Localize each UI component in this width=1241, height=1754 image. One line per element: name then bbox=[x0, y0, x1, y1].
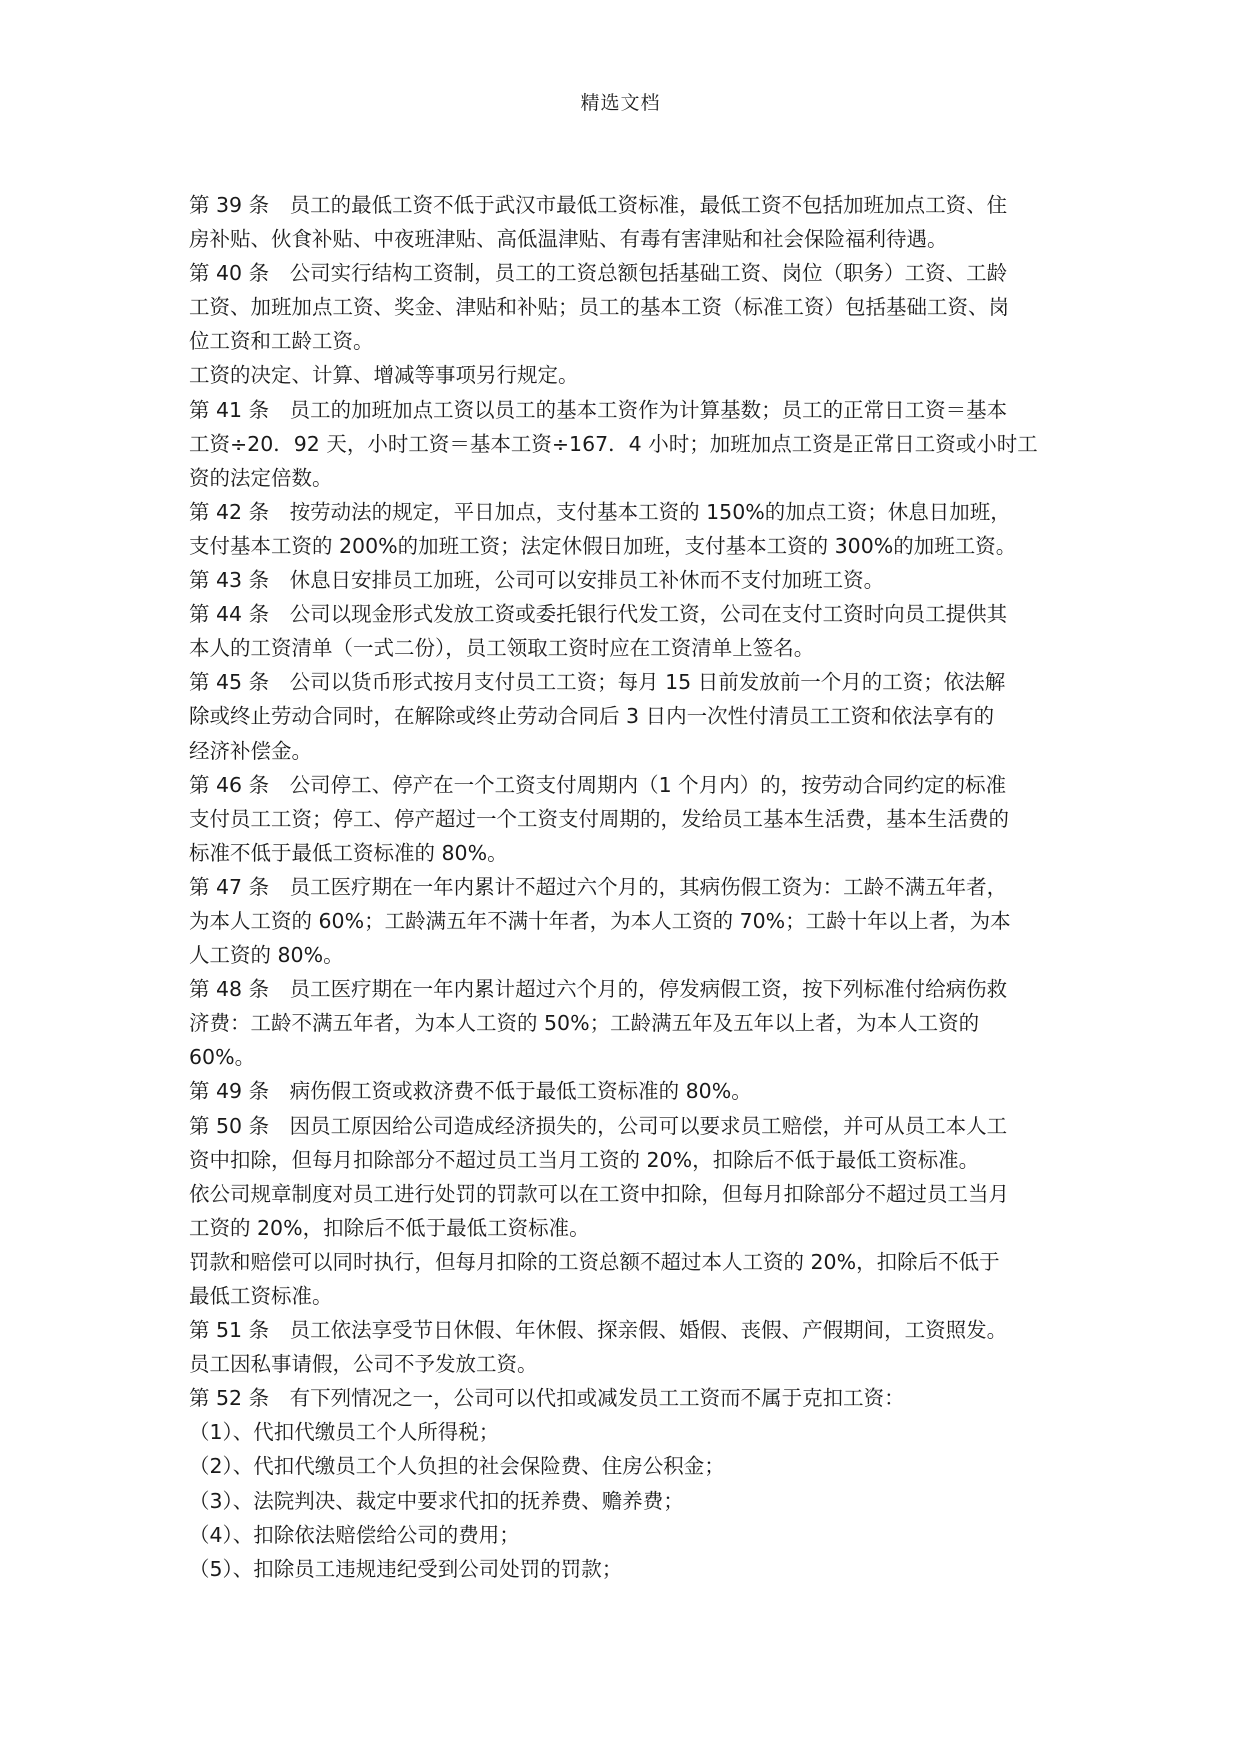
text-line: 第 47 条 员工医疗期在一年内累计不超过六个月的，其病伤假工资为：工龄不满五年者， bbox=[189, 874, 1008, 899]
page-header-title: 精选文档 bbox=[580, 92, 661, 114]
text-line: （2）、代扣代缴员工个人负担的社会保险费、住房公积金； bbox=[189, 1454, 725, 1479]
text-line: 第 45 条 公司以货币形式按月支付员工工资；每月 15 日前发放前一个月的工资；依法解 bbox=[189, 670, 1006, 695]
text-line: 支付员工工资；停工、停产超过一个工资支付周期的，发给员工基本生活费，基本生活费的 bbox=[189, 806, 1009, 831]
text-line: 第 52 条 有下列情况之一，公司可以代扣或减发员工工资而不属于克扣工资： bbox=[189, 1386, 905, 1411]
text-line: 第 50 条 因员工原因给公司造成经济损失的，公司可以要求员工赔偿，并可从员工本人工 bbox=[189, 1113, 1008, 1138]
text-line: 第 44 条 公司以现金形式发放工资或委托银行代发工资，公司在支付工资时向员工提供其 bbox=[189, 602, 1008, 627]
text-line: 标准不低于最低工资标准的 80%。 bbox=[189, 840, 508, 865]
text-line: 工资的 20%，扣除后不低于最低工资标准。 bbox=[189, 1215, 590, 1240]
text-line: 经济补偿金。 bbox=[189, 738, 312, 763]
text-line: 资的法定倍数。 bbox=[189, 465, 333, 490]
text-line: 资中扣除，但每月扣除部分不超过员工当月工资的 20%，扣除后不低于最低工资标准。 bbox=[189, 1147, 980, 1172]
text-line: 支付基本工资的 200%的加班工资；法定休假日加班，支付基本工资的 300%的加班工资。 bbox=[189, 533, 1017, 558]
text-line: 工资的决定、计算、增减等事项另行规定。 bbox=[189, 363, 579, 388]
text-line: 第 40 条 公司实行结构工资制，员工的工资总额包括基础工资、岗位（职务）工资、工龄 bbox=[189, 261, 1008, 286]
text-line: 为本人工资的 60%；工龄满五年不满十年者，为本人工资的 70%；工龄十年以上者，为本 bbox=[189, 908, 1011, 933]
text-line: 本人的工资清单（一式二份），员工领取工资时应在工资清单上签名。 bbox=[189, 636, 815, 661]
text-line: 依公司规章制度对员工进行处罚的罚款可以在工资中扣除，但每月扣除部分不超过员工当月 bbox=[189, 1181, 1009, 1206]
text-line: （1）、代扣代缴员工个人所得税； bbox=[189, 1420, 500, 1445]
text-line: 房补贴、伙食补贴、中夜班津贴、高低温津贴、有毒有害津贴和社会保险福利待遇。 bbox=[189, 227, 948, 252]
text-line: 最低工资标准。 bbox=[189, 1284, 333, 1308]
text-line: 第 42 条 按劳动法的规定，平日加点，支付基本工资的 150%的加点工资；休息日加班， bbox=[189, 499, 1011, 524]
text-line: 位工资和工龄工资。 bbox=[189, 329, 374, 354]
text-line: 济费：工龄不满五年者，为本人工资的 50%；工龄满五年及五年以上者，为本人工资的 bbox=[189, 1011, 980, 1036]
text-line: 罚款和赔偿可以同时执行，但每月扣除的工资总额不超过本人工资的 20%，扣除后不低于 bbox=[189, 1249, 1000, 1274]
text-line: 第 41 条 员工的加班加点工资以员工的基本工资作为计算基数；员工的正常日工资＝基本 bbox=[189, 397, 1008, 422]
text-line: 60%。 bbox=[189, 1045, 256, 1070]
text-line: 工资÷20．92 天，小时工资＝基本工资÷167．4 小时；加班加点工资是正常日工资或小时工 bbox=[189, 431, 1038, 456]
text-line: 第 51 条 员工依法享受节日休假、年休假、探亲假、婚假、丧假、产假期间，工资照发。 bbox=[189, 1318, 1008, 1343]
text-line: 第 46 条 公司停工、停产在一个工资支付周期内（1 个月内）的，按劳动合同约定的标准 bbox=[189, 772, 1007, 797]
text-line: 员工因私事请假，公司不予发放工资。 bbox=[189, 1352, 538, 1377]
text-line: 第 49 条 病伤假工资或救济费不低于最低工资标准的 80%。 bbox=[189, 1079, 752, 1104]
text-line: 工资、加班加点工资、奖金、津贴和补贴；员工的基本工资（标准工资）包括基础工资、岗 bbox=[189, 295, 1009, 320]
text-line: 除或终止劳动合同时，在解除或终止劳动合同后 3 日内一次性付清员工工资和依法享有的 bbox=[189, 704, 995, 729]
text-line: 第 43 条 休息日安排员工加班，公司可以安排员工补休而不支付加班工资。 bbox=[189, 568, 885, 593]
text-line: 人工资的 80%。 bbox=[189, 943, 344, 968]
text-line: 第 48 条 员工医疗期在一年内累计超过六个月的，停发病假工资，按下列标准付给病伤救 bbox=[189, 977, 1008, 1002]
text-line: 第 39 条 员工的最低工资不低于武汉市最低工资标准，最低工资不包括加班加点工资、住 bbox=[189, 193, 1008, 217]
text-line: （5）、扣除员工违规违纪受到公司处罚的罚款； bbox=[189, 1556, 623, 1581]
document-body bbox=[189, 188, 1057, 1586]
text-line: （4）、扣除依法赔偿给公司的费用； bbox=[189, 1522, 520, 1547]
text-line: （3）、法院判决、裁定中要求代扣的抚养费、赡养费； bbox=[189, 1488, 684, 1513]
